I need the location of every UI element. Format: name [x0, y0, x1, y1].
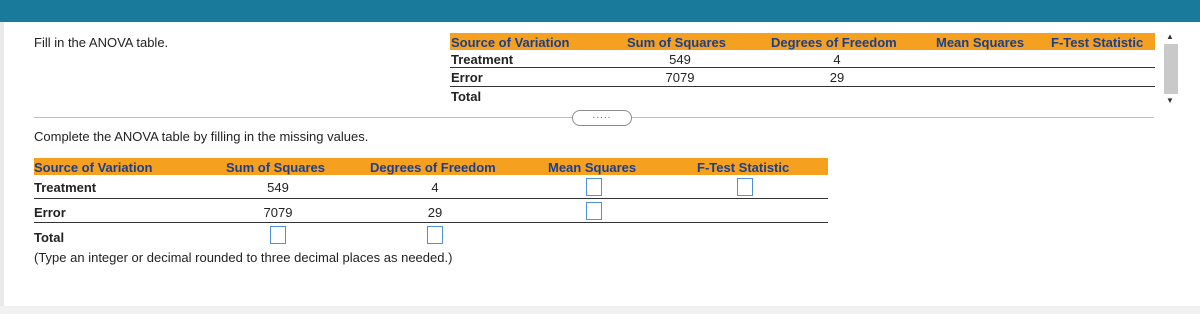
table-scrollbar[interactable] [1159, 34, 1183, 104]
expand-more-button[interactable]: ..... [572, 110, 632, 126]
answer-row-treatment-df: 4 [431, 180, 439, 195]
answer-header-df: Degrees of Freedom [370, 160, 496, 175]
answer-format-hint: (Type an integer or decimal rounded to three decimal places as needed.) [34, 250, 453, 265]
answer-row-treatment-source: Treatment [34, 180, 97, 195]
answer-row-treatment-ss: 549 [267, 180, 289, 195]
given-row-error-source: Error [451, 70, 483, 85]
given-header-source: Source of Variation [451, 35, 570, 50]
given-row-error-ss: 7079 [665, 70, 695, 85]
answer-header-f: F-Test Statistic [697, 160, 790, 175]
answer-row-divider [34, 198, 828, 199]
f-test-statistic-input[interactable] [737, 178, 753, 196]
given-row-treatment-source: Treatment [451, 52, 514, 67]
given-header-f: F-Test Statistic [1051, 35, 1144, 50]
top-bar [0, 0, 1200, 22]
given-header-ss: Sum of Squares [627, 35, 726, 50]
answer-row-divider [34, 222, 828, 223]
treatment-mean-squares-input[interactable] [586, 178, 602, 196]
scroll-down-icon[interactable]: ▼ [1166, 96, 1174, 105]
given-row-divider [450, 86, 1155, 87]
answer-row-error-source: Error [34, 205, 66, 220]
answer-row-error-df: 29 [427, 205, 443, 220]
given-row-treatment-ss: 549 [669, 52, 691, 67]
question-prompt: Fill in the ANOVA table. [34, 35, 169, 50]
error-mean-squares-input[interactable] [586, 202, 602, 220]
instruction-text: Complete the ANOVA table by filling in the missing values. [34, 129, 369, 144]
answer-row-error-ss: 7079 [263, 205, 293, 220]
answer-header-source: Source of Variation [34, 160, 153, 175]
bottom-edge [0, 306, 1200, 314]
scroll-up-icon[interactable]: ▲ [1166, 32, 1174, 41]
scroll-thumb[interactable] [1164, 44, 1178, 94]
given-header-df: Degrees of Freedom [771, 35, 897, 50]
given-row-total-source: Total [451, 89, 482, 104]
given-row-divider [450, 67, 1155, 68]
answer-header-ss: Sum of Squares [226, 160, 325, 175]
answer-header-ms: Mean Squares [548, 160, 637, 175]
answer-row-total-source: Total [34, 230, 65, 245]
total-sum-of-squares-input[interactable] [270, 226, 286, 244]
given-header-ms: Mean Squares [936, 35, 1025, 50]
given-row-treatment-df: 4 [833, 52, 841, 67]
left-edge [0, 22, 4, 314]
total-degrees-of-freedom-input[interactable] [427, 226, 443, 244]
given-row-error-df: 29 [829, 70, 845, 85]
